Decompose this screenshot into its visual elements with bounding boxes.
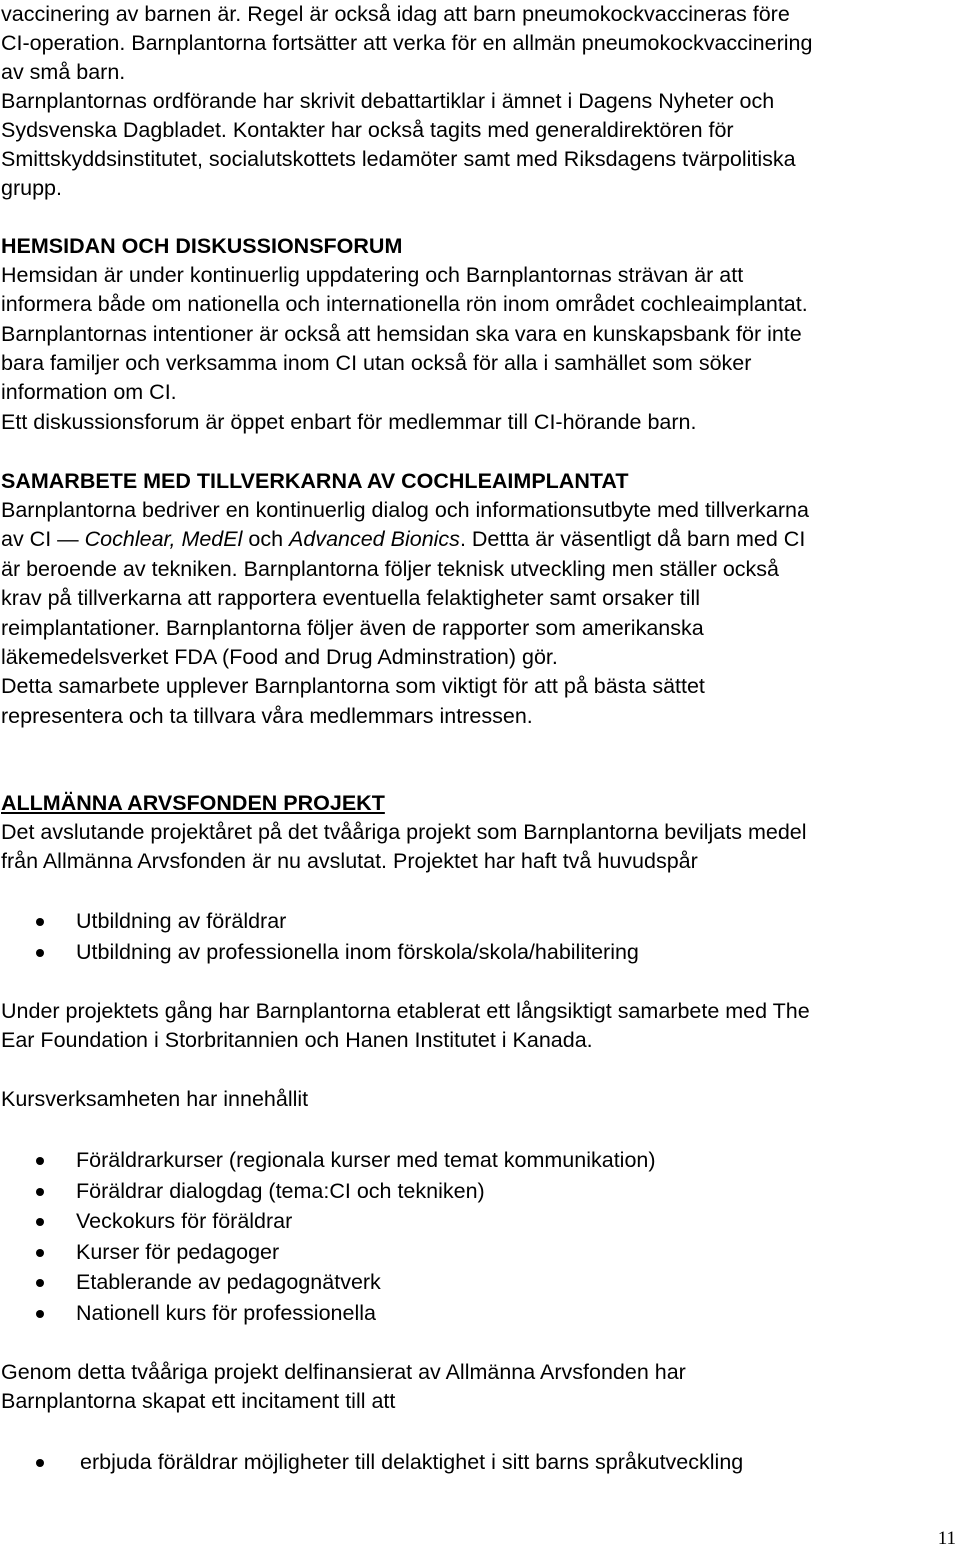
intro-line: Sydsvenska Dagbladet. Kontakter har också tagits med generaldirektören för	[1, 118, 734, 142]
hemsidan-line: informera både om nationella och internationella rön inom området cochleaimplantat.	[1, 292, 808, 316]
intro-line: Smittskyddsinstitutet, socialutskottets ledamöter samt med Riksdagens tvärpolitiska	[1, 147, 796, 171]
bullet-icon	[36, 1218, 44, 1226]
collab-line: Under projektets gång har Barnplantorna etablerat ett långsiktigt samarbete med The	[1, 999, 810, 1023]
bullet-icon	[36, 1279, 44, 1287]
list-item: Etablerande av pedagognätverk	[76, 1270, 381, 1294]
bullet-icon	[36, 1249, 44, 1257]
samarbete-text: av CI —	[1, 527, 85, 551]
list-item: Föräldrar dialogdag (tema:CI och tekniken)	[76, 1179, 485, 1203]
bullet-icon	[36, 1188, 44, 1196]
samarbete-line: reimplantationer. Barnplantorna följer även de rapporter som amerikanska	[1, 616, 704, 640]
incentive-line: Barnplantorna skapat ett incitament till att	[1, 1389, 396, 1413]
bullet-icon	[36, 949, 44, 957]
manufacturer-name: Advanced Bionics	[289, 527, 460, 551]
intro-line: CI-operation. Barnplantorna fortsätter att verka för en allmän pneumokockvaccinering	[1, 31, 813, 55]
list-item: erbjuda föräldrar möjligheter till delaktighet i sitt barns språkutveckling	[80, 1450, 744, 1474]
intro-line: Barnplantornas ordförande har skrivit debattartiklar i ämnet i Dagens Nyheter och	[1, 89, 775, 113]
arvsfonden-line: Det avslutande projektåret på det tvååriga projekt som Barnplantorna beviljats medel	[1, 820, 807, 844]
incentive-line: Genom detta tvååriga projekt delfinansierat av Allmänna Arvsfonden har	[1, 1360, 686, 1384]
hemsidan-heading: HEMSIDAN OCH DISKUSSIONSFORUM	[1, 234, 403, 258]
samarbete-line: är beroende av tekniken. Barnplantorna följer teknisk utveckling men ställer också	[1, 557, 779, 581]
intro-line: grupp.	[1, 176, 62, 200]
intro-line: vaccinering av barnen är. Regel är också idag att barn pneumokockvaccineras före	[1, 2, 790, 26]
list-item: Kurser för pedagoger	[76, 1240, 280, 1264]
hemsidan-line: Barnplantornas intentioner är också att hemsidan ska vara en kunskapsbank för inte	[1, 322, 802, 346]
list-item: Utbildning av professionella inom förskola/skola/habilitering	[76, 940, 639, 964]
page-number: 11	[937, 1528, 956, 1549]
samarbete-line: Barnplantorna bedriver en kontinuerlig dialog och informationsutbyte med tillverkarna	[1, 498, 809, 522]
arvsfonden-line: från Allmänna Arvsfonden är nu avslutat. Projektet har haft två huvudspår	[1, 849, 698, 873]
hemsidan-line: information om CI.	[1, 380, 177, 404]
list-item: Utbildning av föräldrar	[76, 909, 287, 933]
bullet-icon	[36, 1459, 44, 1467]
samarbete-line: representera och ta tillvara våra medlemmars intressen.	[1, 704, 533, 728]
arvsfonden-heading: ALLMÄNNA ARVSFONDEN PROJEKT	[1, 791, 385, 815]
hemsidan-line: Hemsidan är under kontinuerlig uppdatering och Barnplantornas strävan är att	[1, 263, 744, 287]
samarbete-heading: SAMARBETE MED TILLVERKARNA AV COCHLEAIMPLANTAT	[1, 469, 629, 493]
samarbete-line: krav på tillverkarna att rapportera eventuella felaktigheter samt orsaker till	[1, 586, 701, 610]
bullet-icon	[36, 1157, 44, 1165]
list-item: Föräldrarkurser (regionala kurser med temat kommunikation)	[76, 1148, 656, 1172]
samarbete-text: . Dettta är väsentligt då barn med CI	[459, 527, 806, 551]
collab-line: Ear Foundation i Storbritannien och Hanen Institutet i Kanada.	[1, 1028, 593, 1052]
samarbete-line-brands	[1, 525, 805, 554]
samarbete-line: Detta samarbete upplever Barnplantorna som viktigt för att på bästa sättet	[1, 674, 705, 698]
list-item: Veckokurs för föräldrar	[76, 1209, 293, 1233]
intro-line: av små barn.	[1, 60, 126, 84]
hemsidan-line: Ett diskussionsforum är öppet enbart för medlemmar till CI-hörande barn.	[1, 410, 697, 434]
courses-intro: Kursverksamheten har innehållit	[1, 1087, 309, 1111]
hemsidan-line: bara familjer och verksamma inom CI utan också för alla i samhället som söker	[1, 351, 752, 375]
samarbete-text: och	[242, 527, 290, 551]
manufacturer-names: Cochlear, MedEl	[84, 527, 243, 551]
bullet-icon	[36, 918, 44, 926]
bullet-icon	[36, 1310, 44, 1318]
list-item: Nationell kurs för professionella	[76, 1301, 376, 1325]
samarbete-line: läkemedelsverket FDA (Food and Drug Adminstration) gör.	[1, 645, 558, 669]
